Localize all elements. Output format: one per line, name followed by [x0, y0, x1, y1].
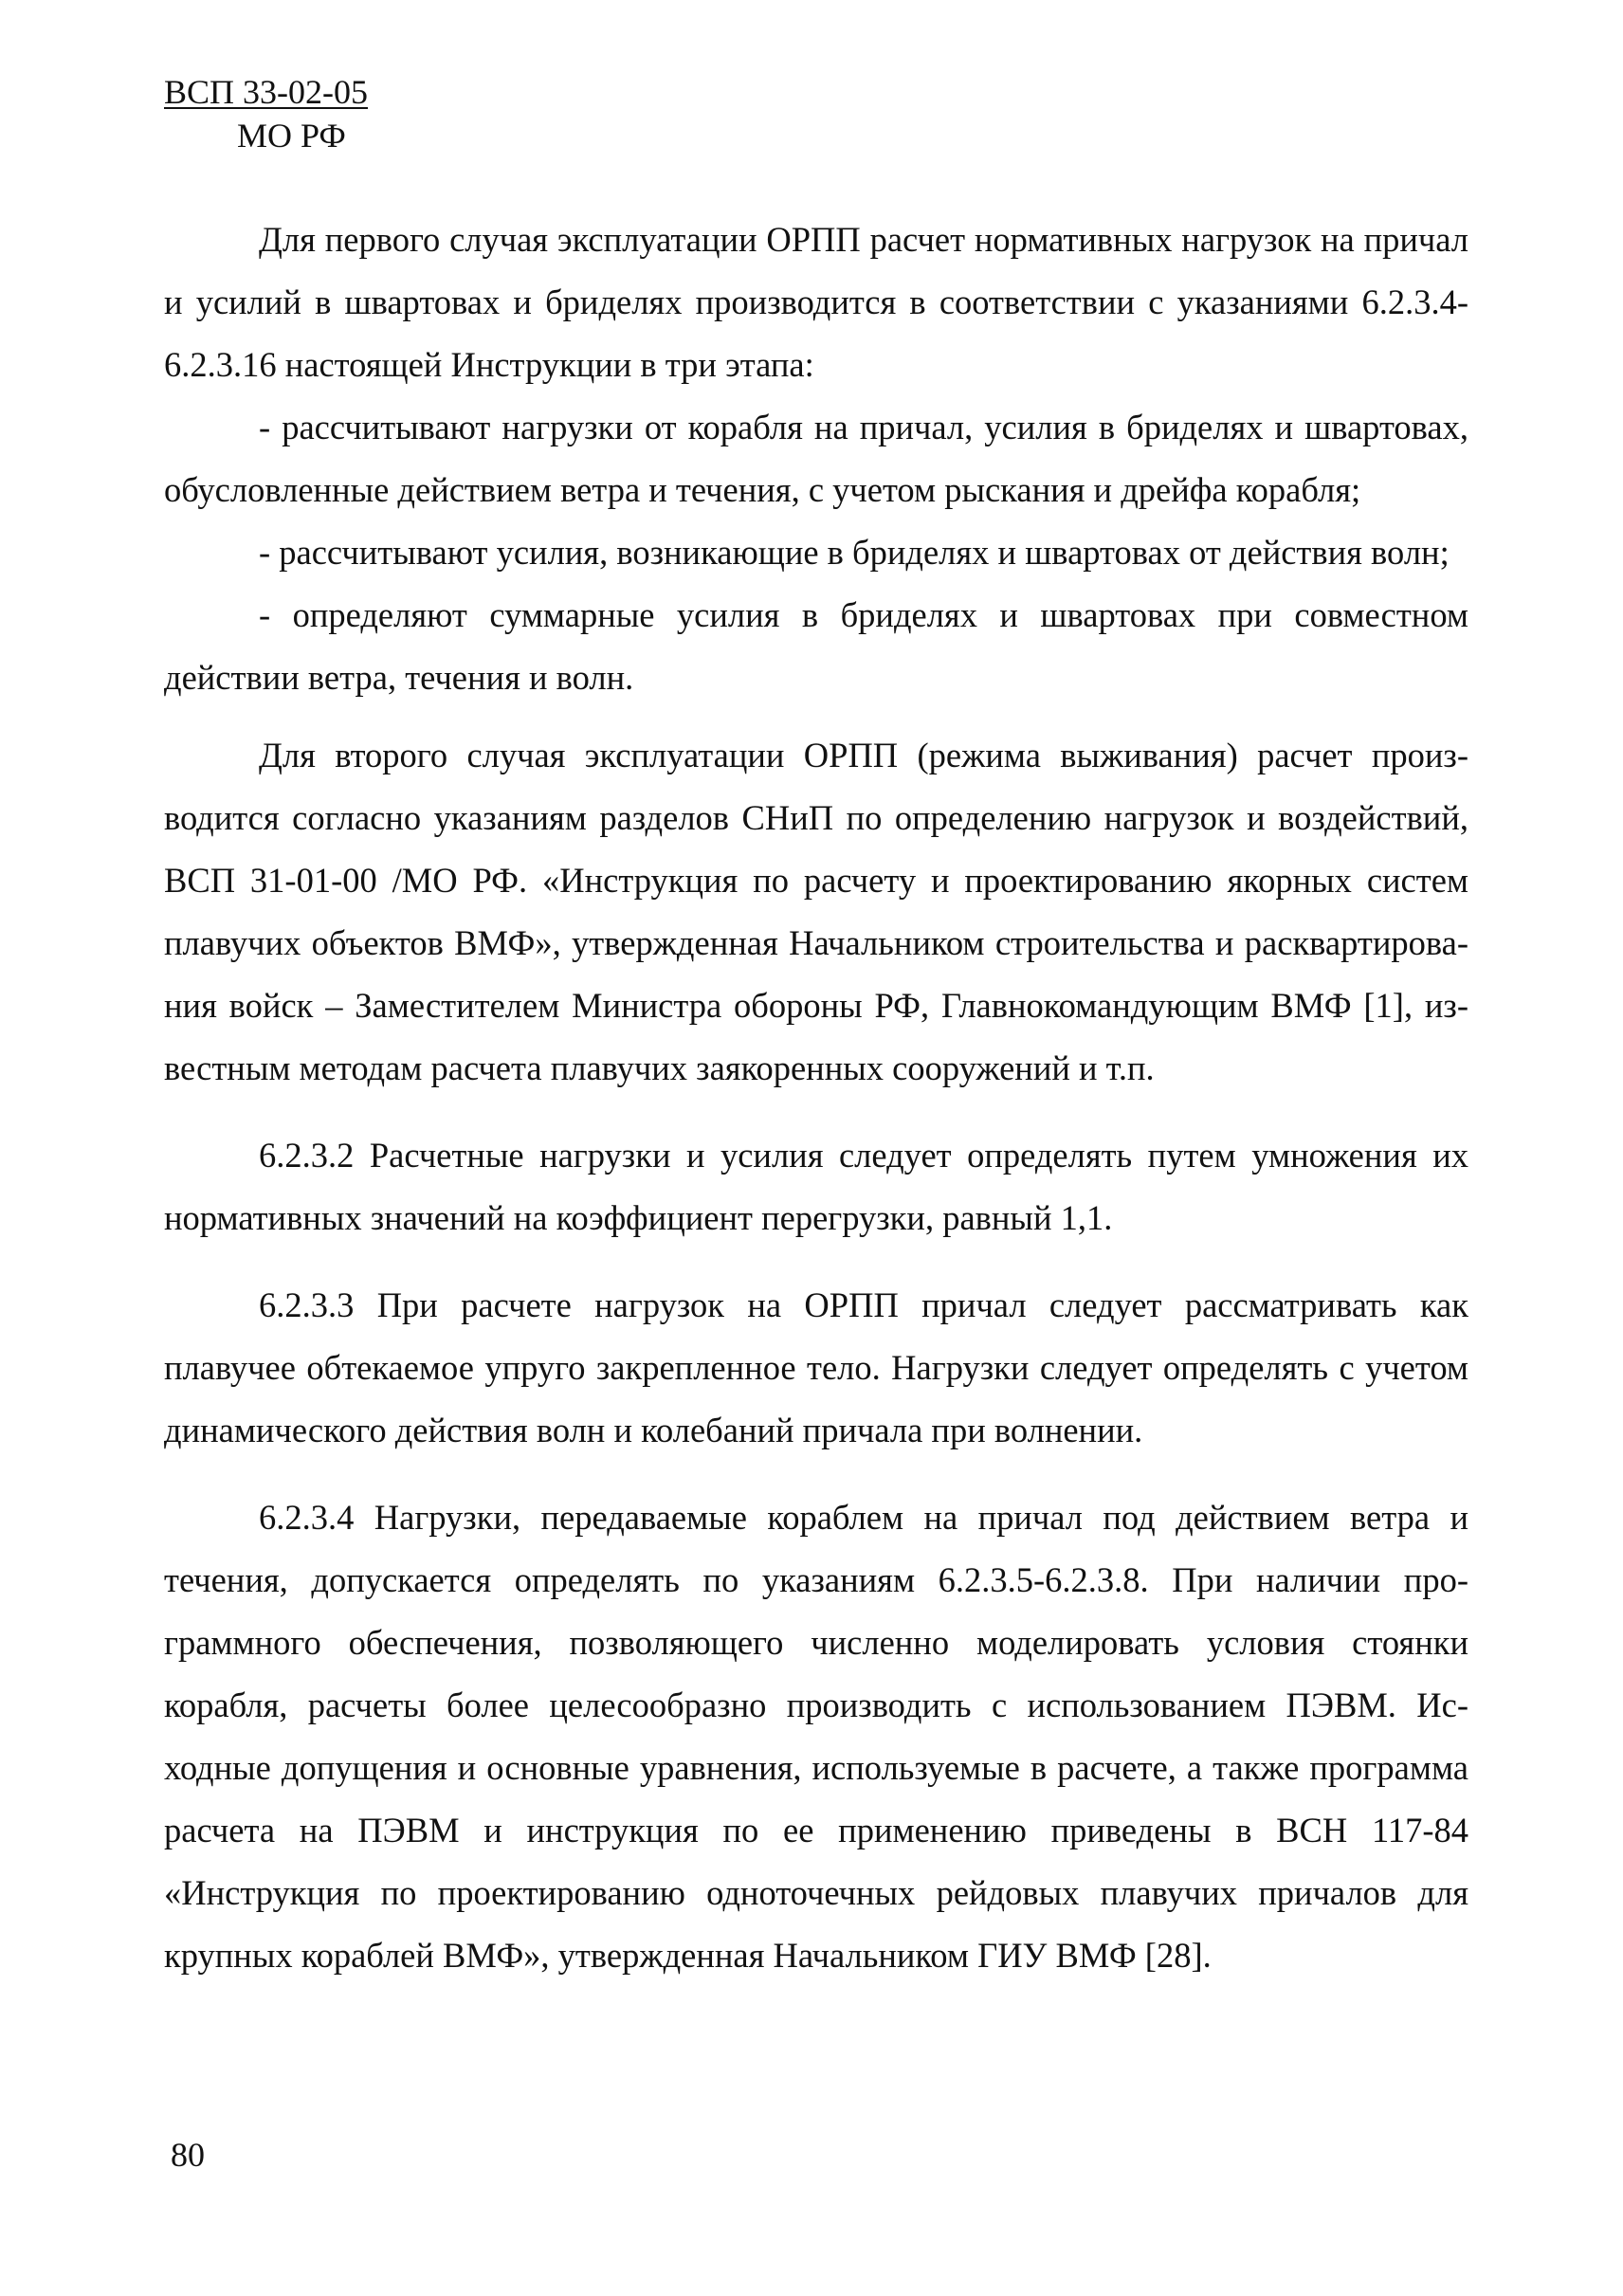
paragraph-list-item-combined: - определяют суммарные усилия в бриделях и швартовах при совместном действии ветра, течения и волн.: [164, 595, 1468, 697]
paragraph-list-item-waves: - рассчитывают усилия, возникающие в бриделях и швартовах от действия волн;: [259, 533, 1450, 572]
page-number: 80: [171, 2136, 205, 2174]
paragraph-6-2-3-3: 6.2.3.3 При расчете нагрузок на ОРПП причал следует рассматривать как плавучее обтекаемое упруго закрепленное тело. Нагрузки следует определять с учетом динамического действия волн и колебаний причала при волнении.: [164, 1285, 1468, 1449]
paragraph-second-case: Для второго случая эксплуатации ОРПП (режима выживания) расчет производится согласно указаниям разделов СНиП по определению нагрузок и воздействий, ВСП 31-01-00 /МО РФ. «Инструкция по расчету и проектированию якорных систем плавучих объектов ВМФ», утвержденная Начальником строительства и расквартирования войск – Заместителем Министра обороны РФ, Главнокомандующим ВМФ [1], известным методам расчета плавучих заякоренных сооружений и т.п.: [164, 736, 1468, 1087]
paragraph-6-2-3-2: 6.2.3.2 Расчетные нагрузки и усилия следует определять путем умножения их нормативных значений на коэффициент перегрузки, равный 1,1.: [164, 1136, 1468, 1237]
page-body: [164, 209, 1468, 1987]
paragraph-list-item-wind-current: - рассчитывают нагрузки от корабля на причал, усилия в бриделях и швартовах, обусловленные действием ветра и течения, с учетом рыскания и дрейфа корабля;: [164, 408, 1468, 509]
paragraph-6-2-3-4: 6.2.3.4 Нагрузки, передаваемые кораблем на причал под действием ветра и течения, допускается определять по указаниям 6.2.3.5-6.2.3.8. При наличии программного обеспечения, позволяющего численно моделировать условия стоянки корабля, расчеты более целесообразно производить с использованием ПЭВМ. Исходные допущения и основные уравнения, используемые в расчете, а также программа расчета на ПЭВМ и инструкция по ее применению приведены в ВСН 117-84 «Инструкция по проектированию одноточечных рейдовых плавучих причалов для крупных кораблей ВМФ», утвержденная Начальником ГИУ ВМФ [28].: [164, 1498, 1468, 1975]
organization-label: МО РФ: [237, 117, 346, 155]
document-code: ВСП 33-02-05: [164, 73, 368, 111]
document-header: [164, 70, 368, 157]
paragraph-first-case-intro: Для первого случая эксплуатации ОРПП расчет нормативных нагрузок на причал и усилий в швартовах и бриделях производится в соответствии с указаниями 6.2.3.4-6.2.3.16 настоящей Инструкции в три этапа:: [164, 220, 1468, 384]
